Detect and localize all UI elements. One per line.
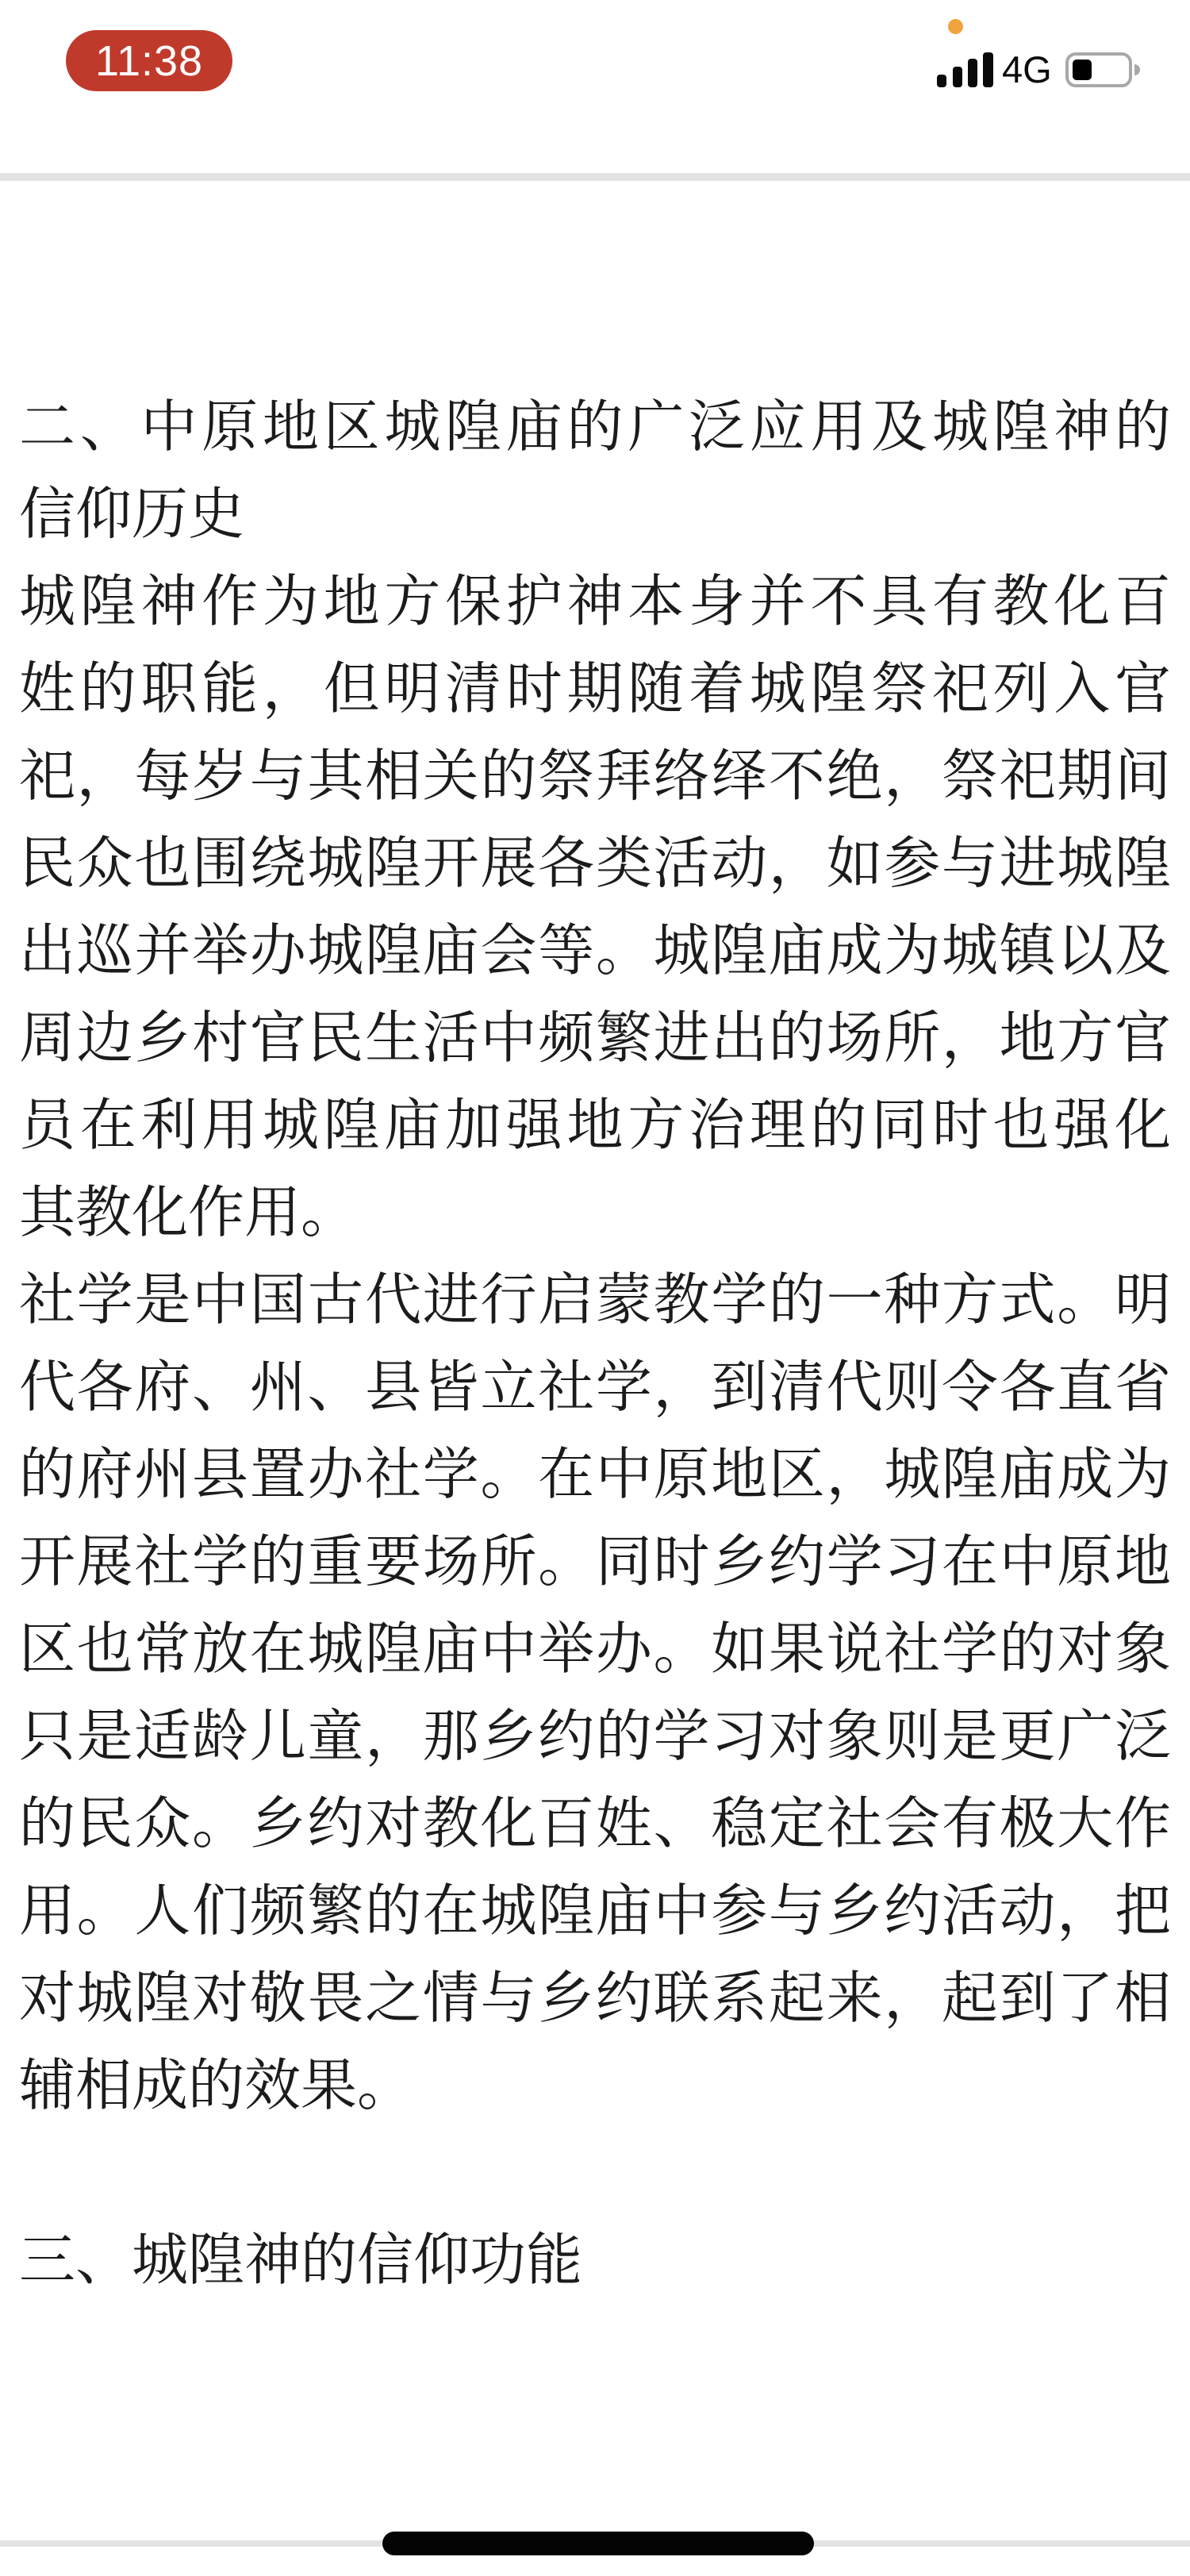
signal-bar <box>953 67 962 87</box>
text-line: 只是适龄儿童，那乡约的学习对象则是更广泛 <box>19 1705 1171 1768</box>
text-line: 城隍神作为地方保护神本身并不具有教化百 <box>19 571 1171 633</box>
battery-icon <box>1065 52 1132 87</box>
text-line: 用。人们频繁的在城隍庙中参与乡约活动，把 <box>19 1880 1171 1943</box>
network-type-label: 4G <box>1002 48 1052 90</box>
text-line: 的府州县置办社学。在中原地区，城隍庙成为 <box>19 1444 1171 1506</box>
blank-line <box>19 2130 1171 2217</box>
text-line: 的民众。乡约对教化百姓、稳定社会有极大作 <box>19 1793 1171 1855</box>
heading-line: 信仰历史 <box>19 483 245 546</box>
article-body <box>19 384 1171 2305</box>
battery-cap <box>1134 64 1140 75</box>
heading-line: 三、城隍神的信仰功能 <box>19 2229 583 2292</box>
heading-line: 二、中原地区城隍庙的广泛应用及城隍神的 <box>19 396 1171 459</box>
text-line: 民众也围绕城隍开展各类活动，如参与进城隍 <box>19 832 1171 895</box>
text-line: 辅相成的效果。 <box>19 2055 414 2117</box>
status-time: 11:38 <box>94 37 204 85</box>
status-time-badge[interactable] <box>66 30 232 91</box>
microphone-indicator-dot <box>948 19 963 34</box>
text-line: 周边乡村官民生活中频繁进出的场所，地方官 <box>19 1007 1171 1070</box>
text-line: 代各府、州、县皆立社学，到清代则令各直省 <box>19 1356 1171 1419</box>
text-line: 其教化作用。 <box>19 1182 358 1244</box>
text-line: 对城隍对敬畏之情与乡约联系起来，起到了相 <box>19 1967 1171 2030</box>
text-line: 开展社学的重要场所。同时乡约学习在中原地 <box>19 1531 1171 1594</box>
text-line: 祀，每岁与其相关的祭拜络绎不绝，祭祀期间 <box>19 745 1171 808</box>
text-line: 区也常放在城隍庙中举办。如果说社学的对象 <box>19 1618 1171 1681</box>
signal-bar <box>937 75 946 87</box>
home-indicator[interactable] <box>382 2532 814 2555</box>
text-line: 出巡并举办城隍庙会等。城隍庙成为城镇以及 <box>19 920 1171 982</box>
text-line: 员在利用城隍庙加强地方治理的同时也强化 <box>19 1094 1171 1157</box>
page-divider <box>0 173 1190 181</box>
signal-bar <box>968 59 977 87</box>
text-line: 姓的职能，但明清时期随着城隍祭祀列入官 <box>19 658 1171 721</box>
cellular-signal-icon <box>937 52 995 87</box>
text-line: 社学是中国古代进行启蒙教学的一种方式。明 <box>19 1269 1171 1332</box>
battery-fill <box>1073 60 1092 80</box>
signal-bar <box>983 52 993 87</box>
